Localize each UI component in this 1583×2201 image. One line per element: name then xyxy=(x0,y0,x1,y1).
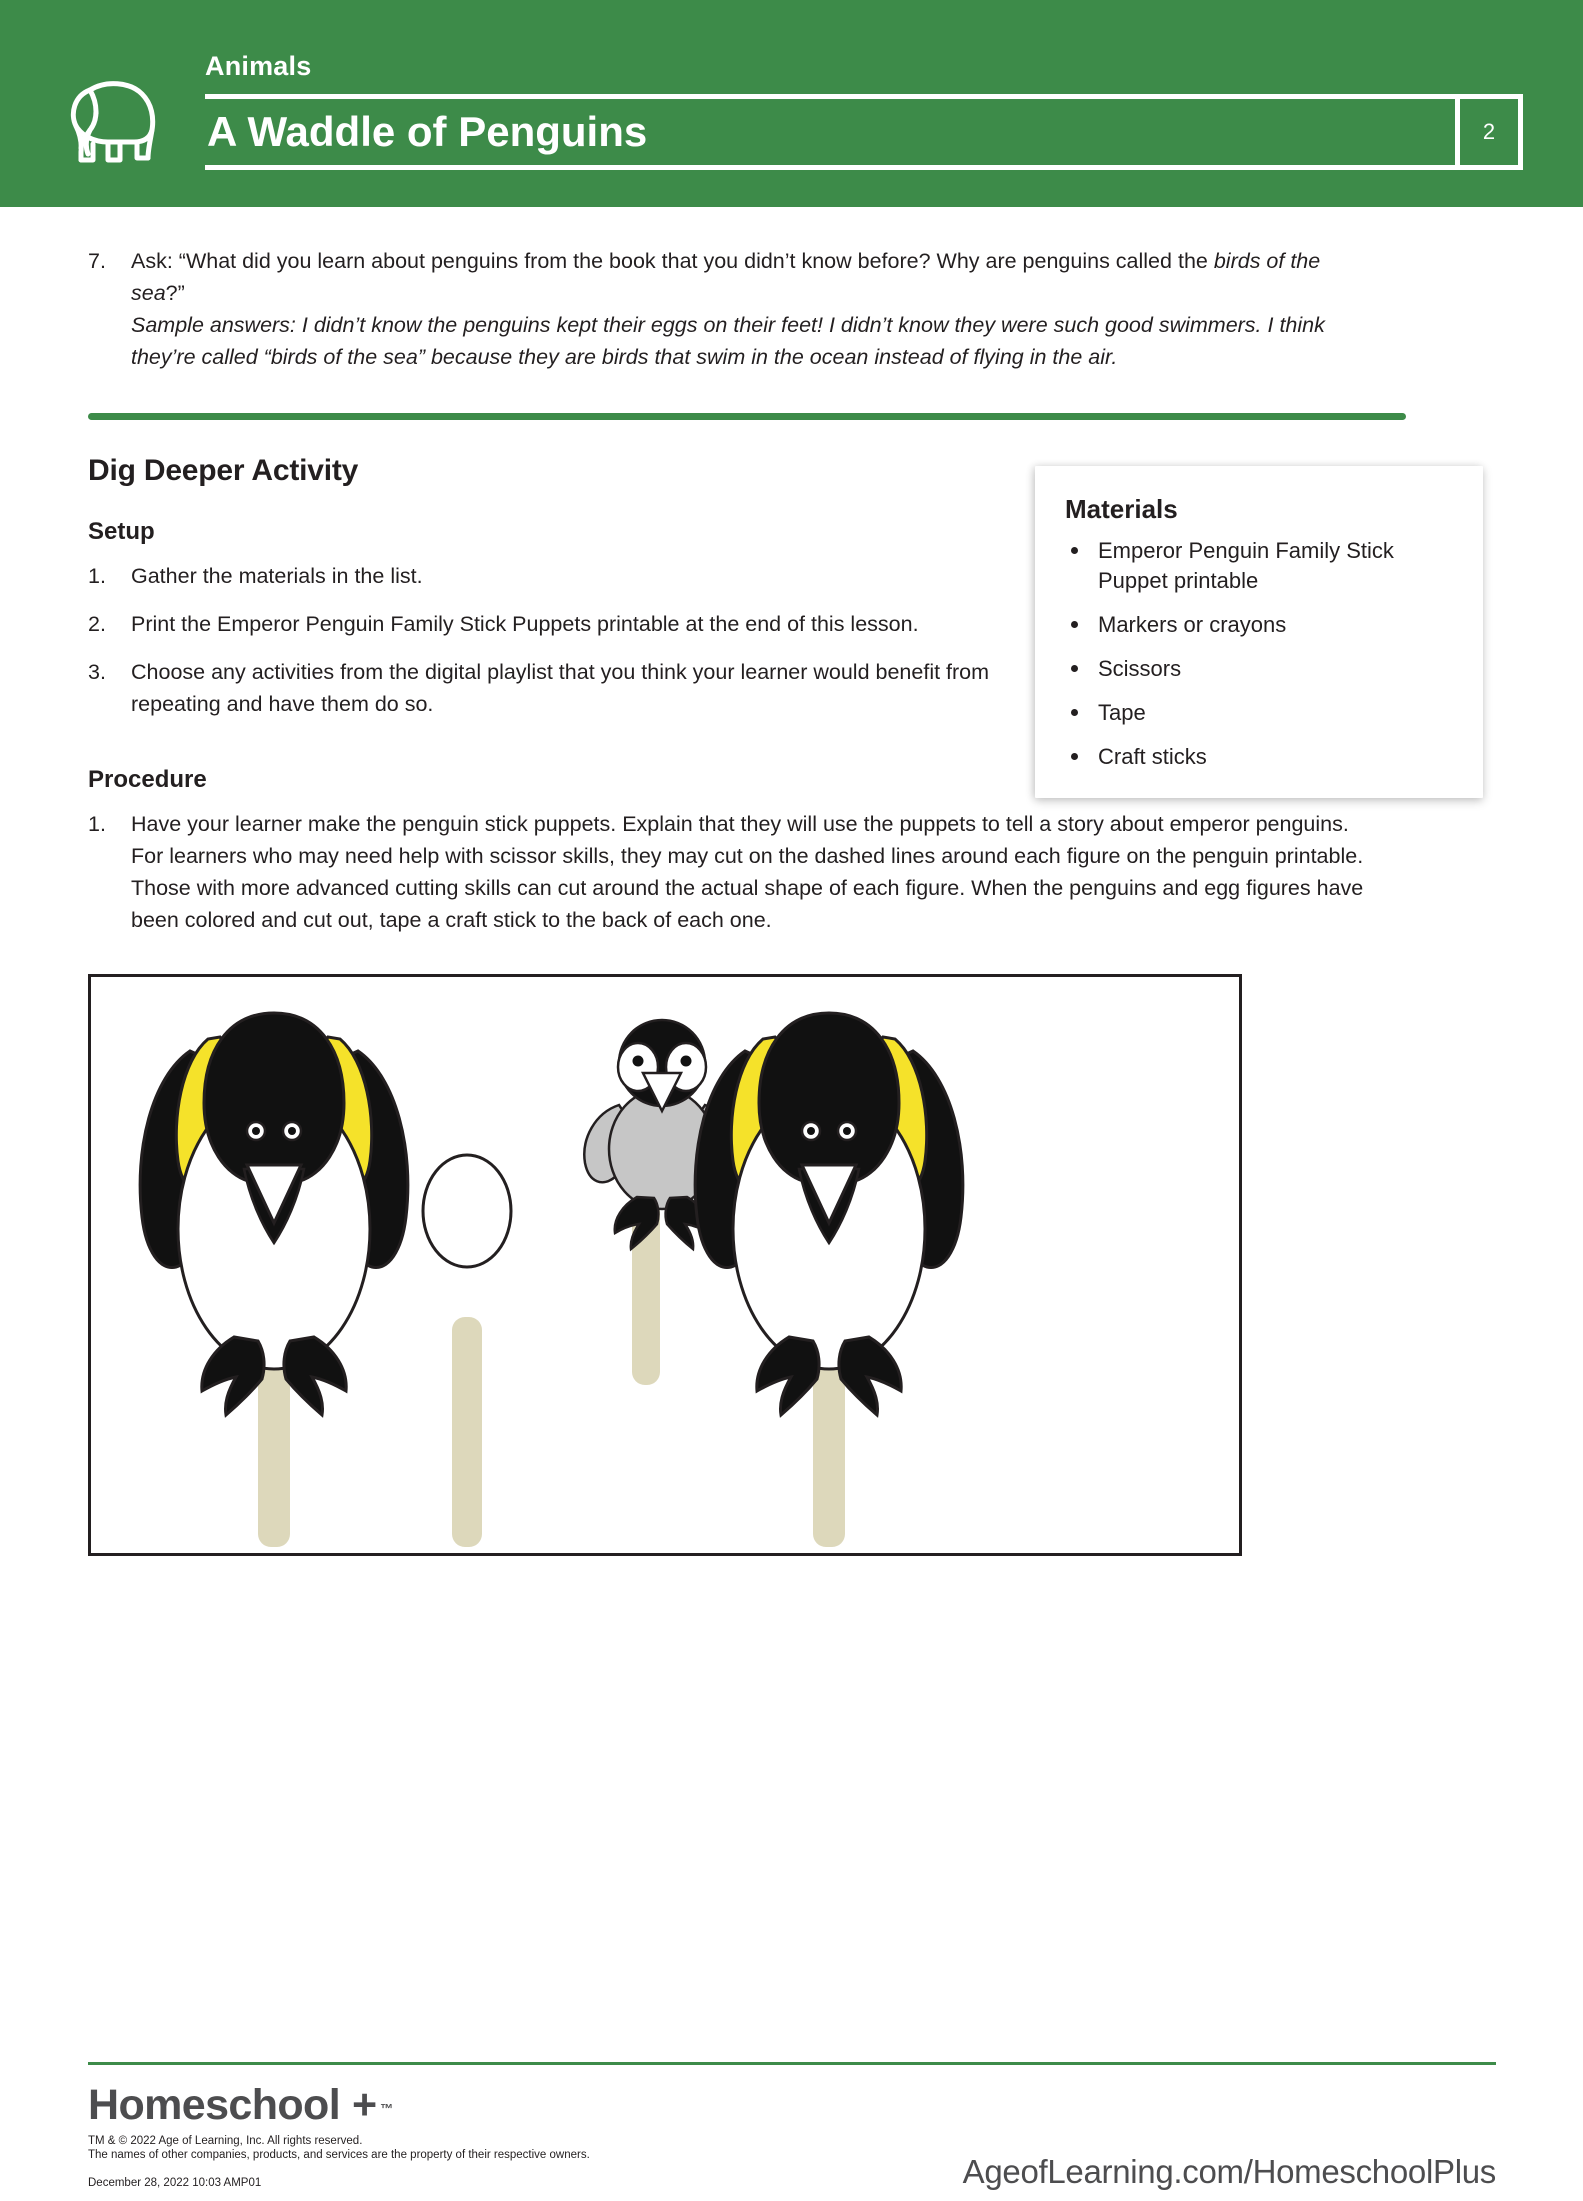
bullet-icon xyxy=(1071,753,1078,760)
datestamp: December 28, 2022 10:03 AMP01 xyxy=(88,2177,262,2189)
item-number: 7. xyxy=(88,249,106,273)
footer-divider xyxy=(88,2062,1496,2065)
logo-trademark: ™ xyxy=(380,2100,394,2116)
bullet-icon xyxy=(1071,547,1078,554)
page-number-box xyxy=(1455,99,1523,165)
setup-title: Setup xyxy=(88,518,155,545)
sample-answers: Sample answers: I didn’t know the penguins kept their eggs on their feet! I didn’t know they were such good swimmers. I think they’re called “birds of the sea” because they are birds that swim in the ocean instead of flying in the air. xyxy=(131,313,1325,369)
setup-step xyxy=(88,656,1011,720)
section-divider xyxy=(88,413,1406,420)
procedure-title: Procedure xyxy=(88,766,207,793)
bullet-icon xyxy=(1071,665,1078,672)
legal-text xyxy=(88,2134,648,2162)
bullet-icon xyxy=(1071,709,1078,716)
step-text: Print the Emperor Penguin Family Stick Puppets printable at the end of this lesson. xyxy=(131,612,919,636)
footer-url: AgeofLearning.com/HomeschoolPlus xyxy=(962,2153,1496,2190)
procedure-step xyxy=(88,808,1376,936)
page-footer xyxy=(88,2062,1496,2201)
step-text: Have your learner make the penguin stick puppets. Explain that they will use the puppets to tell a story about emperor penguins. For learners who may need help with scissor skills, they may cut on the dashed lines around each figure on the penguin printable. Those with more advanced cutting skills can cut around the actual shape of each figure. When the penguins and egg figures have been colored and cut out, tape a craft stick to the back of each one. xyxy=(131,812,1364,932)
materials-list xyxy=(1065,536,1453,772)
setup-step xyxy=(88,608,1011,640)
footer-inner xyxy=(88,2081,1496,2201)
legal-line-1: TM & © 2022 Age of Learning, Inc. All rights reserved. xyxy=(88,2135,363,2147)
bullet-icon xyxy=(1071,621,1078,628)
page-title: A Waddle of Penguins xyxy=(207,108,648,155)
step-text: Choose any activities from the digital playlist that you think your learner would benefit from repeating and have them do so. xyxy=(131,660,990,716)
ask-line-2-suffix: ?” xyxy=(165,281,185,305)
activity-section xyxy=(88,454,1408,936)
ask-line-2-italic: birds of the sea xyxy=(131,249,1321,305)
penguin-egg xyxy=(423,1155,511,1267)
header-inner xyxy=(60,50,1523,207)
content-column xyxy=(88,207,1408,1556)
material-label: Scissors xyxy=(1098,656,1182,681)
material-label: Tape xyxy=(1098,700,1146,725)
material-item xyxy=(1065,698,1453,728)
logo-plus-icon: + xyxy=(352,2081,378,2129)
penguin-puppets-figure xyxy=(88,974,1242,1556)
procedure-steps-list xyxy=(88,808,1364,936)
ask-line-2-prefix: the xyxy=(1177,249,1214,273)
material-item xyxy=(1065,742,1453,772)
logo-wordmark: Homeschool xyxy=(88,2081,341,2129)
step-index: 3. xyxy=(88,660,106,684)
numbered-item-7 xyxy=(88,245,1408,373)
ask-line-1: Ask: “What did you learn about penguins from the book that you didn’t know before? Why are penguins called xyxy=(131,249,1172,273)
craft-stick xyxy=(452,1317,482,1547)
step-text: Gather the materials in the list. xyxy=(131,564,423,588)
legal-line-2: The names of other companies, products, and services are the property of their respective owners. xyxy=(88,2149,590,2161)
material-label: Markers or crayons xyxy=(1098,612,1287,637)
material-label: Craft sticks xyxy=(1098,744,1207,769)
header-texts xyxy=(205,50,1523,170)
elephant-icon xyxy=(60,70,168,170)
setup-step xyxy=(88,560,1011,592)
material-item xyxy=(1065,654,1453,684)
header-category: Animals xyxy=(205,51,312,81)
material-item xyxy=(1065,536,1453,596)
page-number: 2 xyxy=(1482,119,1496,144)
materials-title: Materials xyxy=(1065,494,1178,524)
material-label: Emperor Penguin Family Stick Puppet printable xyxy=(1098,538,1394,593)
procedure-block xyxy=(88,766,1364,936)
step-index: 1. xyxy=(88,812,106,836)
item-body xyxy=(131,245,1376,373)
material-item xyxy=(1065,610,1453,640)
activity-title: Dig Deeper Activity xyxy=(88,454,359,487)
homeschool-plus-logo xyxy=(88,2081,1496,2130)
step-index: 1. xyxy=(88,564,106,588)
materials-card xyxy=(1035,466,1483,798)
page-header xyxy=(0,0,1583,207)
ask-text xyxy=(131,245,1376,309)
step-index: 2. xyxy=(88,612,106,636)
header-title-bar xyxy=(205,94,1523,170)
setup-steps-list xyxy=(88,560,1018,720)
